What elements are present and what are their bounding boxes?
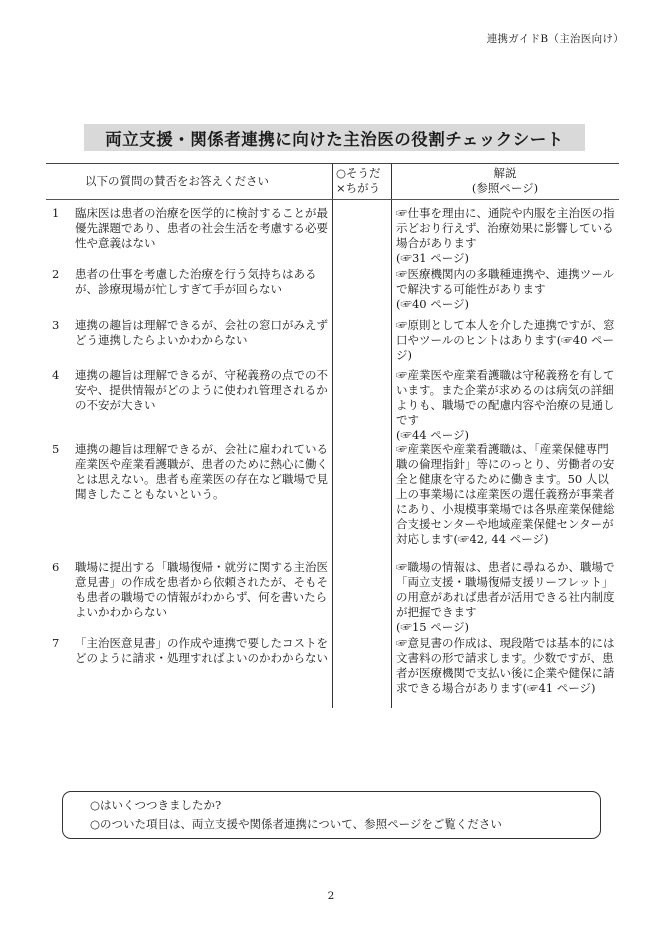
row-4-commentary: ☞産業医や産業看護職は守秘義務を有しています。また企業が求めるのは病気の詳細よりも、職場での配慮内容や治療の見通しです (☞44 ページ) [396,368,615,442]
document-header-label: 連携ガイドB（主治医向け） [486,33,624,45]
row-6-commentary: ☞職場の情報は、患者に尋ねるか、職場で「両立支援・職場復帰支援リーフレット」の用意があれば患者が活用できる社内制度が把握できます (☞15 ページ) [396,560,615,634]
summary-note-line-2: ○のついた項目は、両立支援や関係者連携について、参照ページをご覧ください [90,817,502,831]
page-title-text: 両立支援・関係者連携に向けた主治医の役割チェックシート [105,129,564,149]
row-5-commentary: ☞産業医や産業看護職は、「産業保健専門職の倫理指針」等にのっとり、労働者の安全と健康を守るために働きます。50 人以上の事業場には産業医の選任義務が事業者にあり、小規模事業場では各県産業保健総合支援センターや地域産業保健センターが対応します(☞42, 44 ページ) [396,442,615,546]
row-7-commentary: ☞意見書の作成は、現段階では基本的には文書料の形で請求します。少数ですが、患者が医療機関で支払い後に企業や健保に請求できる場合があります(☞41 ページ) [396,636,615,695]
column-divider-answer-left [332,163,333,708]
row-2-number: 2 [52,267,60,281]
row-2-commentary: ☞医療機関内の多職種連携や、連携ツールで解決する可能性があります (☞40 ページ) [396,267,615,311]
question-column-header: 以下の質問の賛否をお答えください [85,174,269,188]
table-header-rule [46,199,619,200]
commentary-column-header-text: 解説 (参照ページ) [471,166,539,195]
page-number: 2 [327,890,335,902]
row-7-number: 7 [52,636,60,650]
row-4-number: 4 [52,368,60,382]
summary-note-line-1: ○はいくつつきましたか? [90,798,222,812]
row-1-number: 1 [52,206,60,220]
row-7-question: 「主治医意見書」の作成や連携で要したコストをどのように請求・処理すればよいのかわからない [75,636,328,665]
row-3-number: 3 [52,318,60,332]
row-5-question: 連携の趣旨は理解できるが、会社に雇われている産業医や産業看護職が、患者のために熱心に働くとは思えない。患者も産業医の存在など職場で見聞きしたこともないという。 [75,442,328,501]
row-3-commentary: ☞原則として本人を介した連携ですが、窓口やツールのヒントはあります(☞40 ページ) [396,318,615,362]
commentary-column-header [392,166,618,196]
answer-column-header [336,166,390,196]
row-1-commentary: ☞仕事を理由に、通院や内服を主治医の指示どおり行えず、治療効果に影響している場合があります (☞31 ページ) [396,206,615,265]
row-4-question: 連携の趣旨は理解できるが、守秘義務の点での不安や、提供情報がどのように使われ管理されるかの不安が大きい [75,368,328,412]
row-6-number: 6 [52,560,60,574]
row-2-question: 患者の仕事を考慮した治療を行う気持ちはあるが、診療現場が忙しすぎて手が回らない [75,267,317,296]
answer-column-header-text: ○そうだ ×ちがう [336,166,381,195]
column-divider-answer-right [391,163,392,708]
row-6-question: 職場に提出する「職場復帰・就労に関する主治医意見書」の作成を患者から依頼されたが、そもそも患者の職場での情報がわからず、何を書いたらよいかわからない [75,560,328,619]
page-title [84,124,585,151]
row-3-question: 連携の趣旨は理解できるが、会社の窓口がみえずどう連携したらよいかわからない [75,318,328,347]
row-1-question: 臨床医は患者の治療を医学的に検討することが最優先課題であり、患者の社会生活を考慮する必要性や意義はない [75,206,328,250]
row-5-number: 5 [52,442,60,456]
